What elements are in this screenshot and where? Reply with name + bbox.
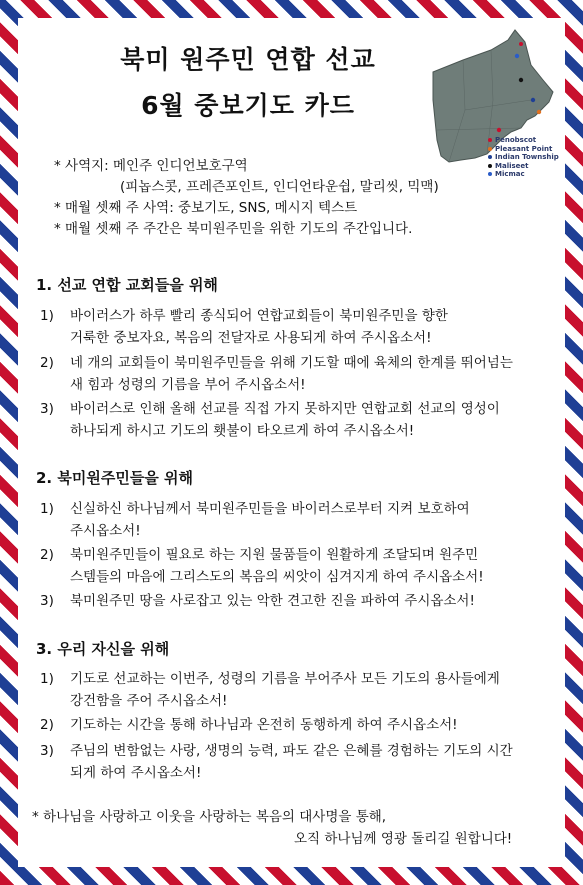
bullet: *	[54, 158, 61, 174]
closing-line2: 오직 하나님께 영광 돌리길 원합니다!	[294, 831, 513, 847]
pleasant-point-marker	[537, 110, 541, 114]
legend-dot	[488, 155, 492, 159]
card-title-line1: 북미 원주민 연합 선교	[120, 45, 376, 74]
prayer-item: 1) 신실하신 하나님께서 북미원주민들을 바이러스로부터 지켜 보호하여 주시옵소서!	[40, 501, 470, 539]
indian-township-marker	[531, 98, 535, 102]
micmac-marker-2	[519, 42, 523, 46]
micmac-marker	[515, 54, 519, 58]
section-title-ourselves: 3. 우리 자신을 위해	[36, 640, 170, 658]
bullet: *	[54, 200, 61, 216]
prayer-item: 3) 북미원주민 땅을 사로잡고 있는 악한 견고한 진을 파하여 주시옵소서!	[40, 593, 475, 609]
legend-item: Maliseet	[488, 162, 559, 171]
legend-item: Pleasant Point	[488, 145, 559, 154]
section-title-churches: 1. 선교 연합 교회들을 위해	[36, 276, 218, 294]
prayer-item: 3) 바이러스로 인해 올해 선교를 직접 가지 못하지만 연합교회 선교의 영성이 하나되게 하시고 기도의 횃불이 타오르게 하여 주시옵소서!	[40, 401, 500, 439]
ministry-info	[54, 156, 439, 240]
prayer-item: 2) 기도하는 시간을 통해 하나님과 온전히 동행하게 하여 주시옵소서!	[40, 717, 458, 733]
legend-dot	[488, 147, 492, 151]
closing-statement	[32, 806, 512, 850]
legend-item: Penobscot	[488, 136, 559, 145]
legend-item: Micmac	[488, 170, 559, 179]
closing-line1: * 하나님을 사랑하고 이웃을 사랑하는 복음의 대사명을 통해,	[32, 809, 387, 825]
penobscot-marker	[497, 128, 501, 132]
legend-item: Indian Township	[488, 153, 559, 162]
prayer-week: 매월 셋째 주 주간은 북미원주민을 위한 기도의 주간입니다.	[65, 221, 413, 237]
monthly-ministry: 매월 셋째 주 사역: 중보기도, SNS, 메시지 텍스트	[65, 200, 358, 216]
prayer-item: 1) 바이러스가 하루 빨리 종식되어 연합교회들이 북미원주민을 향한 거룩한 중보자요, 복음의 전달자로 사용되게 하여 주시옵소서!	[40, 308, 448, 346]
card-title-line2: 6월 중보기도 카드	[141, 91, 355, 120]
area-label: 사역지: 메인주 인디언보호구역	[65, 158, 248, 174]
area-detail: (피놉스콧, 프레즌포인트, 인디언타운쉽, 말리씻, 믹맥)	[120, 179, 439, 195]
prayer-item: 1) 기도로 선교하는 이번주, 성령의 기름을 부어주사 모든 기도의 용사들에게 강건함을 주어 주시옵소서!	[40, 671, 500, 709]
section-title-natives: 2. 북미원주민들을 위해	[36, 469, 193, 487]
info-area-row	[54, 156, 439, 177]
legend-dot	[488, 164, 492, 168]
map-legend	[488, 136, 559, 179]
maliseet-marker	[519, 78, 523, 82]
bullet: *	[54, 221, 61, 237]
legend-dot	[488, 172, 492, 176]
prayer-item: 2) 북미원주민들이 필요로 하는 지원 물품들이 원활하게 조달되며 원주민 스템들의 마음에 그리스도의 복음의 씨앗이 심겨지게 하여 주시옵소서!	[40, 547, 484, 585]
prayer-card	[18, 18, 565, 867]
prayer-item: 2) 네 개의 교회들이 북미원주민들을 위해 기도할 때에 육체의 한계를 뛰어넘는 새 힘과 성령의 기름을 부어 주시옵소서!	[40, 355, 513, 393]
info-monthly-row	[54, 198, 439, 219]
legend-dot	[488, 138, 492, 142]
prayer-item: 3) 주님의 변함없는 사랑, 생명의 능력, 파도 같은 은혜를 경험하는 기도의 시간 되게 하여 주시옵소서!	[40, 743, 513, 781]
info-week-row	[54, 219, 439, 240]
